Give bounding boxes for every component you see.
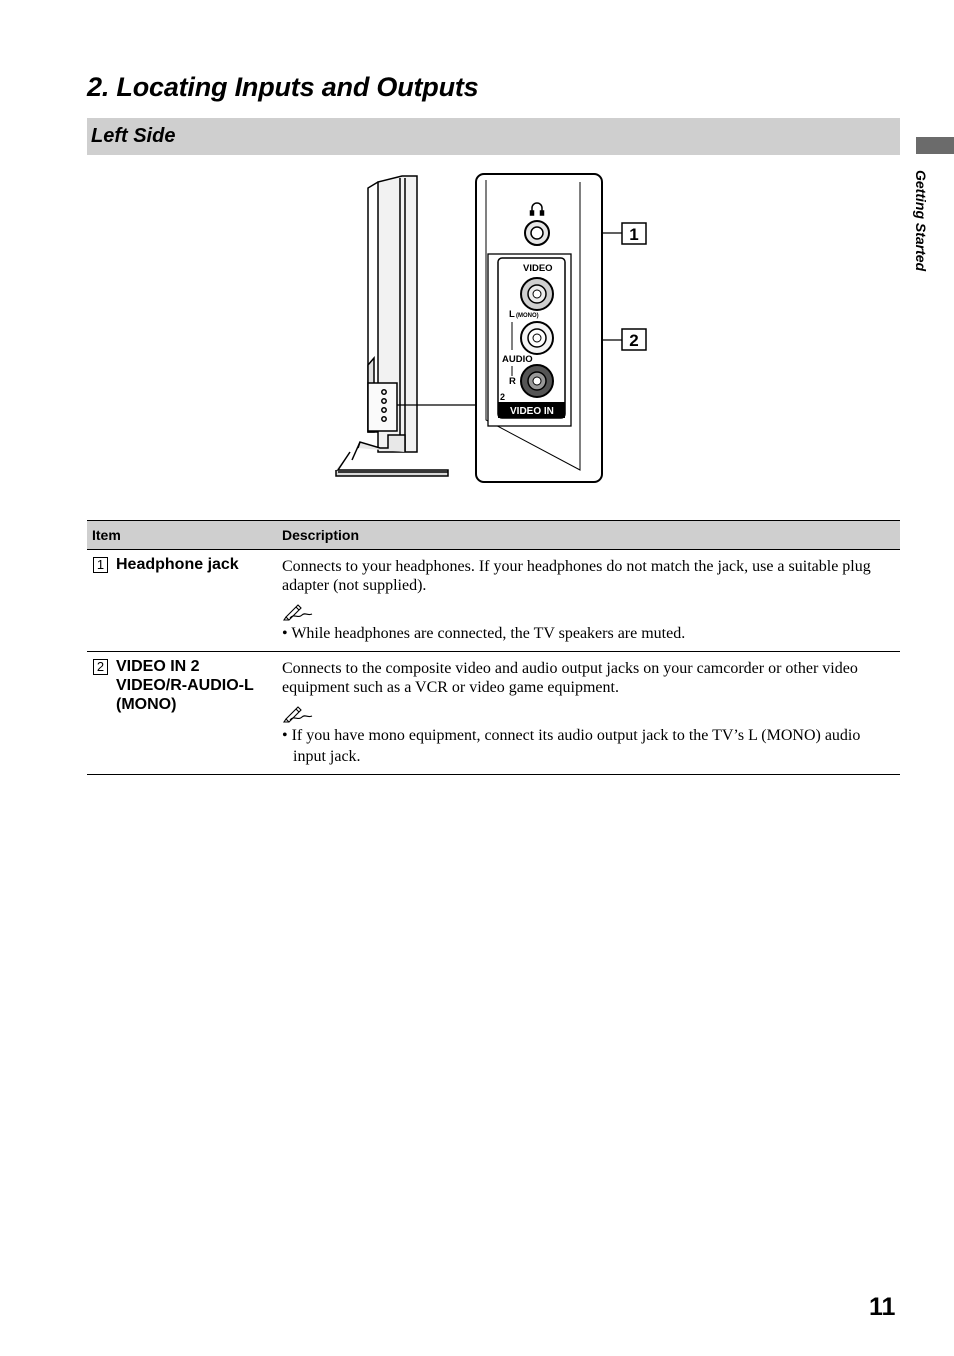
tv-left-side-illustration — [330, 170, 660, 490]
item-description: Connects to your headphones. If your headphones do not match the jack, use a suitable plug adapter (not supplied). — [282, 558, 871, 594]
page-number: 11 — [869, 1293, 896, 1321]
zoom-panel — [476, 174, 602, 482]
input-number-label: 2 — [500, 392, 506, 402]
chapter-tab-marker — [916, 137, 954, 154]
audio-label: AUDIO — [502, 354, 533, 365]
table-row — [87, 652, 900, 775]
section-header — [87, 118, 900, 155]
items-table — [87, 520, 900, 775]
mono-label: (MONO) — [516, 313, 539, 319]
item-number-box: 1 — [93, 557, 108, 573]
item-cell — [87, 550, 277, 652]
item-column-header: Item — [87, 521, 277, 550]
r-jack-label: R — [509, 376, 516, 387]
callout-2 — [622, 329, 646, 350]
description-cell — [277, 652, 900, 775]
item-description: Connects to the composite video and audio output jacks on your camcorder or other video equipment such as a VCR or video game equipment. — [282, 660, 858, 696]
table-row — [87, 550, 900, 652]
item-number-box: 2 — [93, 659, 108, 675]
page-title: 2. Locating Inputs and Outputs — [87, 72, 479, 102]
item-name: Headphone jack — [116, 556, 239, 573]
table-header-row — [87, 521, 900, 550]
tv-side-profile — [336, 176, 448, 476]
svg-text:2: 2 — [629, 331, 639, 350]
description-column-header: Description — [277, 521, 900, 550]
chapter-side-label: Getting Started — [913, 170, 929, 272]
note-bullet: • While headphones are connected, the TV speakers are muted. — [282, 625, 686, 642]
video-in-label: VIDEO IN — [510, 406, 554, 417]
section-title: Left Side — [91, 125, 176, 147]
note-pencil-icon — [282, 703, 895, 723]
item-cell — [87, 652, 277, 775]
note-pencil-icon — [282, 601, 895, 621]
description-cell — [277, 550, 900, 652]
item-name: VIDEO IN 2 VIDEO/R-AUDIO-L (MONO) — [116, 658, 254, 713]
video-jack-label: VIDEO — [523, 263, 553, 274]
svg-text:1: 1 — [629, 225, 639, 244]
note-bullet: • If you have mono equipment, connect its audio output jack to the TV’s L (MONO) audio input jack. — [282, 727, 861, 765]
l-jack-label: L — [509, 309, 515, 320]
callout-1 — [622, 223, 646, 244]
